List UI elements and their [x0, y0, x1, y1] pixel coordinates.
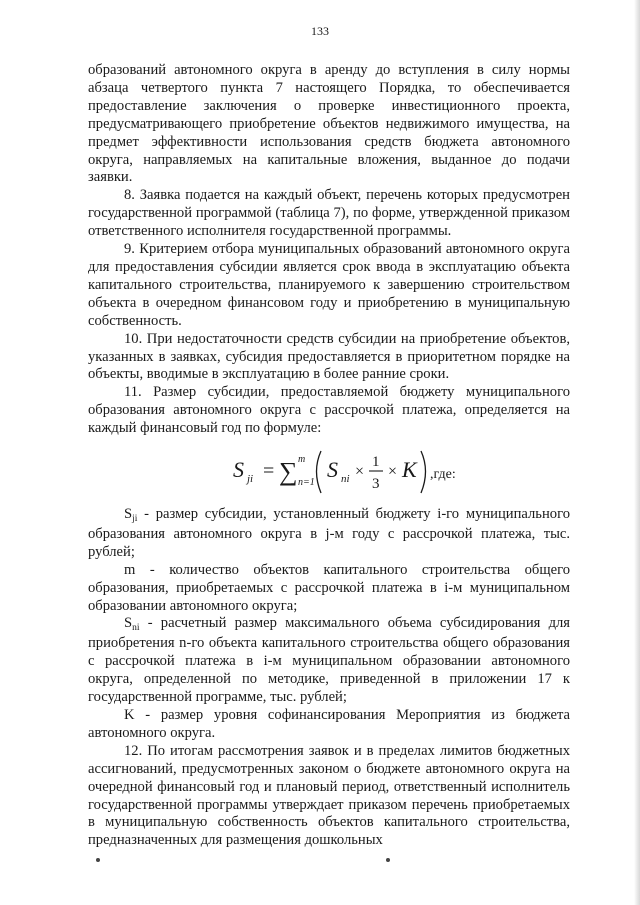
- subsidy-formula: [142, 440, 570, 502]
- formula-sigma: ∑: [279, 457, 298, 487]
- formula-suffix: ,где:: [430, 467, 456, 483]
- definition-subscript: ni: [132, 623, 140, 634]
- formula-sum-lower: n=1: [298, 477, 315, 489]
- definition-s-ji: [88, 506, 570, 562]
- formula-paren-left: [317, 451, 322, 493]
- formula-lhs-sub: ji: [247, 473, 254, 486]
- definition-symbol: S: [124, 506, 133, 523]
- formula-sum-upper: m: [298, 454, 306, 466]
- scan-speck: [386, 858, 390, 862]
- formula-svg: [231, 441, 481, 501]
- formula-times-2: ×: [388, 463, 398, 481]
- document-body: [88, 62, 570, 850]
- paragraph-8: 8. Заявка подается на каждый объект, перечень которых предусмотрен государственной программой (таблица 7), по форме, утвержденной приказом ответственного исполнителя государственной программы.: [88, 187, 570, 240]
- formula-paren-right: [421, 451, 426, 493]
- definition-text: - размер субсидии, установленный бюджету i-го муниципального образования автономного округа в j-м году с рассрочкой платежа, тыс. рублей;: [88, 506, 570, 560]
- formula-k: K: [402, 457, 417, 483]
- definition-k: K - размер уровня софинансирования Мероприятия из бюджета автономного округа.: [88, 707, 570, 741]
- formula-term: S: [327, 457, 338, 483]
- paragraph-11: 11. Размер субсидии, предоставляемой бюджету муниципального образования автономного округа с рассрочкой платежа, определяется на каждый финансовый год по формуле:: [88, 384, 570, 437]
- formula-equals: =: [263, 460, 275, 483]
- formula-times-1: ×: [355, 463, 365, 481]
- paragraph-12: 12. По итогам рассмотрения заявок и в пределах лимитов бюджетных ассигнований, предусмотренных законом о бюджете автономного округа на очередной финансовый год и плановый период, ответственный исполнитель государственной программы утверждает приказом перечень приобретаемых в муниципальную собственность объектов капитального строительства, предназначенных для размещения дошкольных: [88, 742, 570, 849]
- paragraph-10: 10. При недостаточности средств субсидии на приобретение объектов, указанных в заявках, субсидия предоставляется в приоритетном порядке на объекты, вводимые в эксплуатацию в более ранние сроки.: [88, 330, 570, 383]
- page-number: 133: [311, 24, 329, 38]
- scan-edge-shadow: [634, 0, 640, 905]
- definition-text: - расчетный размер максимального объема субсидирования для приобретения n-го объекта капитального строительства общего образования с рассрочкой платежа в i-м муниципальном образовании автономного округа, определенной по методике, приведенной в приложении 17 к государственной программе, тыс. рублей;: [88, 615, 570, 706]
- formula-term-sub: ni: [341, 473, 350, 486]
- definition-subscript: ji: [132, 514, 138, 525]
- paragraph-9: 9. Критерием отбора муниципальных образований автономного округа для предоставления субсидии является срок ввода в эксплуатацию объекта капитального строительства, планируемого к завершению строительством объекта в очередном финансовом году и приобретению в муниципальную собственность.: [88, 241, 570, 329]
- definition-m: m - количество объектов капитального строительства общего образования, приобретаемых с рассрочкой платежа в i-м муниципальном образовании автономного округа;: [88, 561, 570, 614]
- formula-frac-den: 3: [372, 476, 380, 493]
- definition-symbol: S: [124, 615, 133, 632]
- definition-s-ni: [88, 615, 570, 707]
- formula-frac-num: 1: [372, 454, 380, 471]
- scan-speck: [96, 858, 100, 862]
- paragraph-continuation: образований автономного округа в аренду до вступления в силу нормы абзаца четвертого пункта 7 настоящего Порядка, то обеспечивается предоставление заключения о проверке инвестиционного проекта, предусматривающего приобретение объектов недвижимого имущества, на предмет эффективности использования средств бюджета автономного округа, направляемых на капитальные вложения, выданное до подачи заявки.: [88, 62, 570, 186]
- formula-lhs: S: [233, 457, 244, 483]
